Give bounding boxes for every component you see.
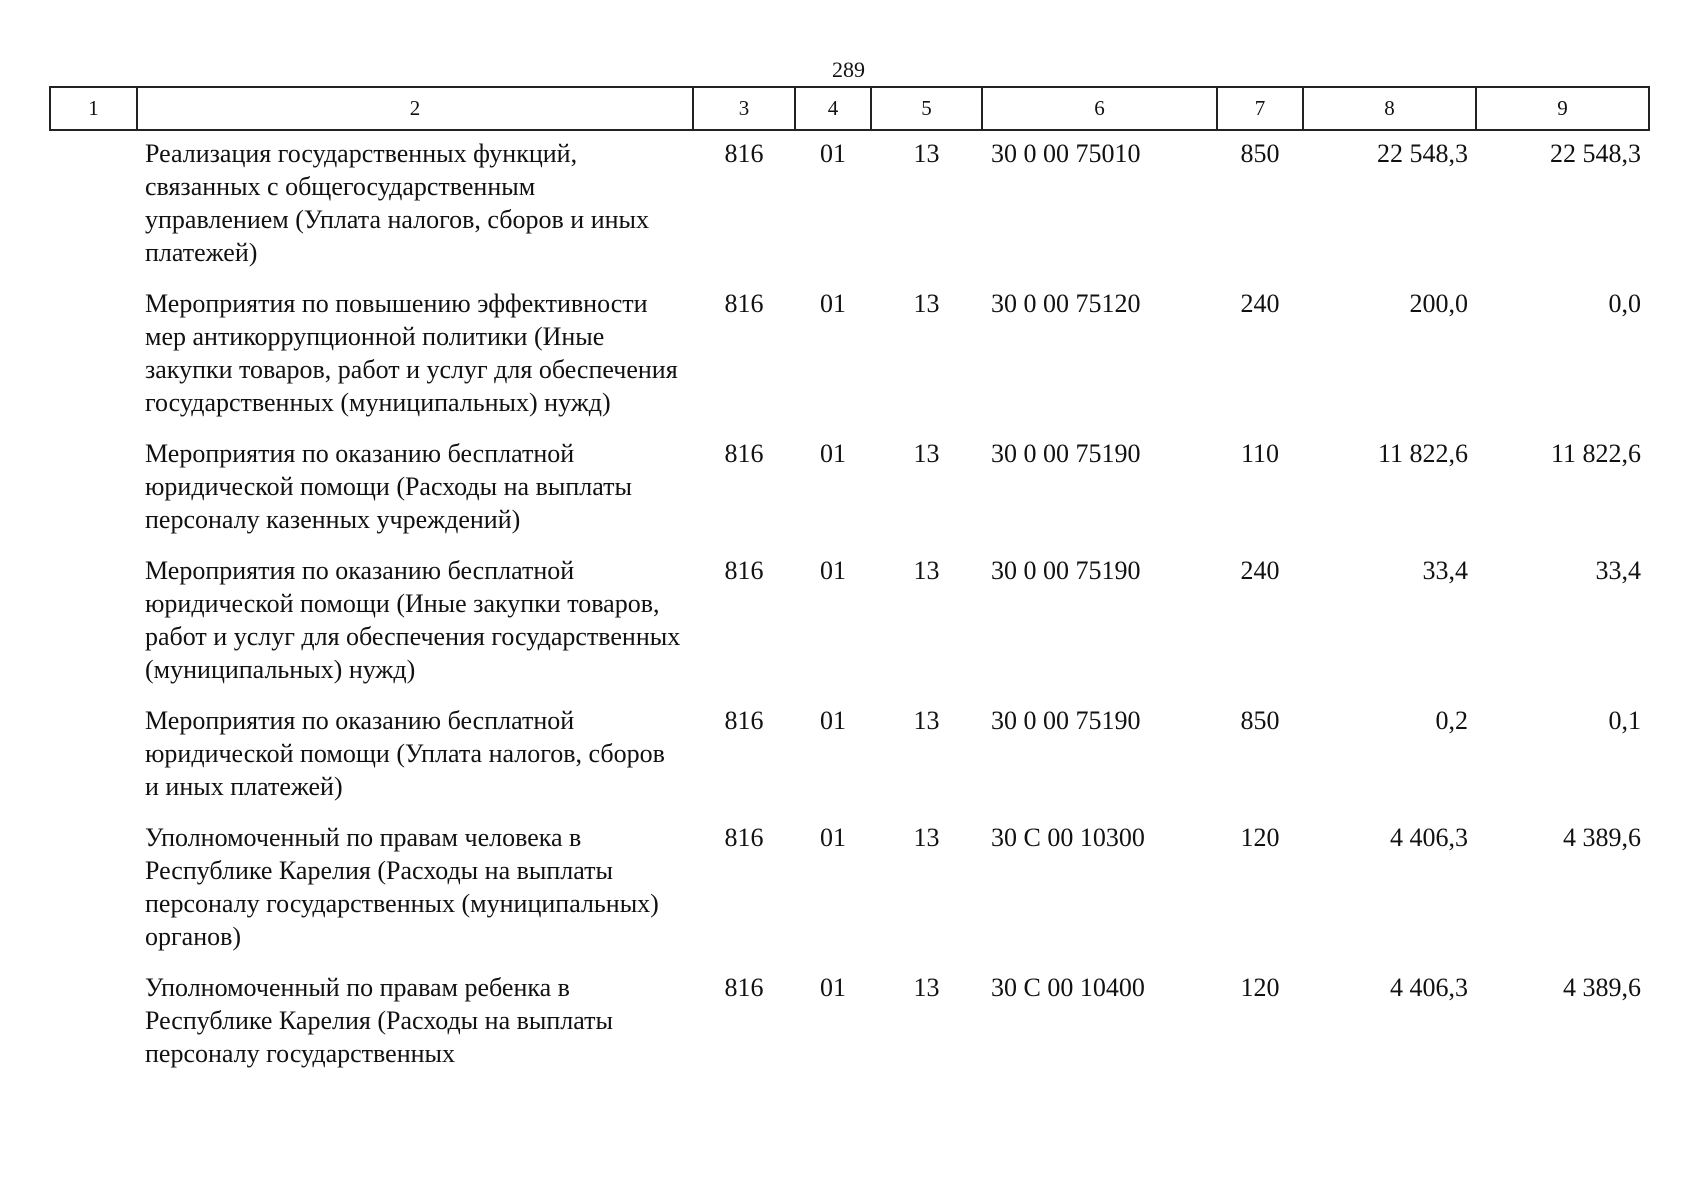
cell-amount-2: 22 548,3: [1550, 139, 1641, 168]
table-row: [50, 815, 1649, 965]
header-cell-7: 7: [1217, 87, 1303, 130]
cell-amount-2: 0,0: [1608, 289, 1641, 318]
table-row: [50, 698, 1649, 815]
page-number: 289: [832, 57, 865, 82]
budget-table: [49, 86, 1650, 1082]
cell-subsection: 13: [913, 706, 940, 735]
cell-section: 01: [820, 289, 846, 318]
table-row: [50, 281, 1649, 431]
cell-target-article: 30 С 00 10300: [991, 823, 1145, 852]
cell-index: [50, 698, 137, 815]
cell-ministry: 816: [724, 139, 764, 168]
cell-expense-type: 240: [1240, 556, 1280, 585]
cell-index: [50, 431, 137, 548]
table-row: [50, 431, 1649, 548]
cell-subsection: 13: [913, 139, 940, 168]
header-cell-6: 6: [982, 87, 1217, 130]
cell-amount-1: 33,4: [1422, 556, 1468, 585]
header-cell-9: 9: [1476, 87, 1649, 130]
cell-index: [50, 130, 137, 281]
cell-description: Мероприятия по оказанию бесплатной юридической помощи (Уплата налогов, сборов и иных платежей): [145, 706, 665, 801]
cell-description: Мероприятия по оказанию бесплатной юридической помощи (Расходы на выплаты персоналу казенных учреждений): [145, 439, 632, 534]
cell-ministry: 816: [724, 289, 764, 318]
cell-description: Уполномоченный по правам ребенка в Республике Карелия (Расходы на выплаты персоналу государственных: [145, 973, 613, 1068]
table-header: [50, 87, 1649, 130]
header-cell-2: 2: [137, 87, 693, 130]
table-row: [50, 548, 1649, 698]
cell-expense-type: 850: [1240, 139, 1280, 168]
cell-subsection: 13: [913, 289, 940, 318]
cell-ministry: 816: [724, 823, 764, 852]
header-cell-3: 3: [693, 87, 795, 130]
cell-section: 01: [820, 823, 846, 852]
cell-amount-2: 0,1: [1608, 706, 1641, 735]
cell-amount-1: 4 406,3: [1390, 823, 1468, 852]
cell-target-article: 30 0 00 75010: [991, 139, 1141, 168]
cell-index: [50, 815, 137, 965]
cell-amount-1: 0,2: [1435, 706, 1468, 735]
cell-expense-type: 120: [1240, 973, 1280, 1002]
cell-expense-type: 850: [1240, 706, 1280, 735]
header-cell-8: 8: [1303, 87, 1476, 130]
cell-index: [50, 548, 137, 698]
cell-expense-type: 110: [1240, 439, 1280, 468]
cell-target-article: 30 0 00 75120: [991, 289, 1141, 318]
cell-section: 01: [820, 139, 846, 168]
cell-description: Уполномоченный по правам человека в Республике Карелия (Расходы на выплаты персоналу государственных (муниципальных) органов): [145, 823, 659, 951]
cell-target-article: 30 0 00 75190: [991, 706, 1141, 735]
cell-subsection: 13: [913, 973, 940, 1002]
cell-section: 01: [820, 973, 846, 1002]
cell-amount-2: 4 389,6: [1563, 973, 1641, 1002]
cell-amount-2: 4 389,6: [1563, 823, 1641, 852]
cell-section: 01: [820, 706, 846, 735]
cell-description: Мероприятия по повышению эффективности мер антикоррупционной политики (Иные закупки товаров, работ и услуг для обеспечения государственных (муниципальных) нужд): [145, 289, 678, 417]
cell-ministry: 816: [724, 556, 764, 585]
table-row: [50, 130, 1649, 281]
budget-table-container: [49, 86, 1648, 1082]
cell-description: Мероприятия по оказанию бесплатной юридической помощи (Иные закупки товаров, работ и услуг для обеспечения государственных (муниципальных) нужд): [145, 556, 681, 684]
cell-amount-1: 11 822,6: [1377, 439, 1468, 468]
cell-amount-2: 33,4: [1595, 556, 1641, 585]
header-row: [50, 87, 1649, 130]
cell-amount-1: 22 548,3: [1377, 139, 1468, 168]
table-row: [50, 965, 1649, 1082]
table-body: [50, 130, 1649, 1082]
cell-description: Реализация государственных функций, связанных с общегосударственным управлением (Уплата налогов, сборов и иных платежей): [145, 139, 650, 267]
cell-amount-1: 4 406,3: [1390, 973, 1468, 1002]
cell-amount-2: 11 822,6: [1550, 439, 1641, 468]
cell-subsection: 13: [913, 439, 940, 468]
cell-ministry: 816: [724, 439, 764, 468]
header-cell-1: 1: [50, 87, 137, 130]
cell-target-article: 30 С 00 10400: [991, 973, 1145, 1002]
cell-index: [50, 965, 137, 1082]
cell-subsection: 13: [913, 556, 940, 585]
cell-subsection: 13: [913, 823, 940, 852]
cell-ministry: 816: [724, 706, 764, 735]
header-cell-4: 4: [795, 87, 871, 130]
cell-target-article: 30 0 00 75190: [991, 556, 1141, 585]
cell-ministry: 816: [724, 973, 764, 1002]
cell-amount-1: 200,0: [1409, 289, 1468, 318]
cell-expense-type: 120: [1240, 823, 1280, 852]
cell-section: 01: [820, 556, 846, 585]
cell-target-article: 30 0 00 75190: [991, 439, 1141, 468]
cell-section: 01: [820, 439, 846, 468]
cell-expense-type: 240: [1240, 289, 1280, 318]
header-cell-5: 5: [871, 87, 982, 130]
cell-index: [50, 281, 137, 431]
